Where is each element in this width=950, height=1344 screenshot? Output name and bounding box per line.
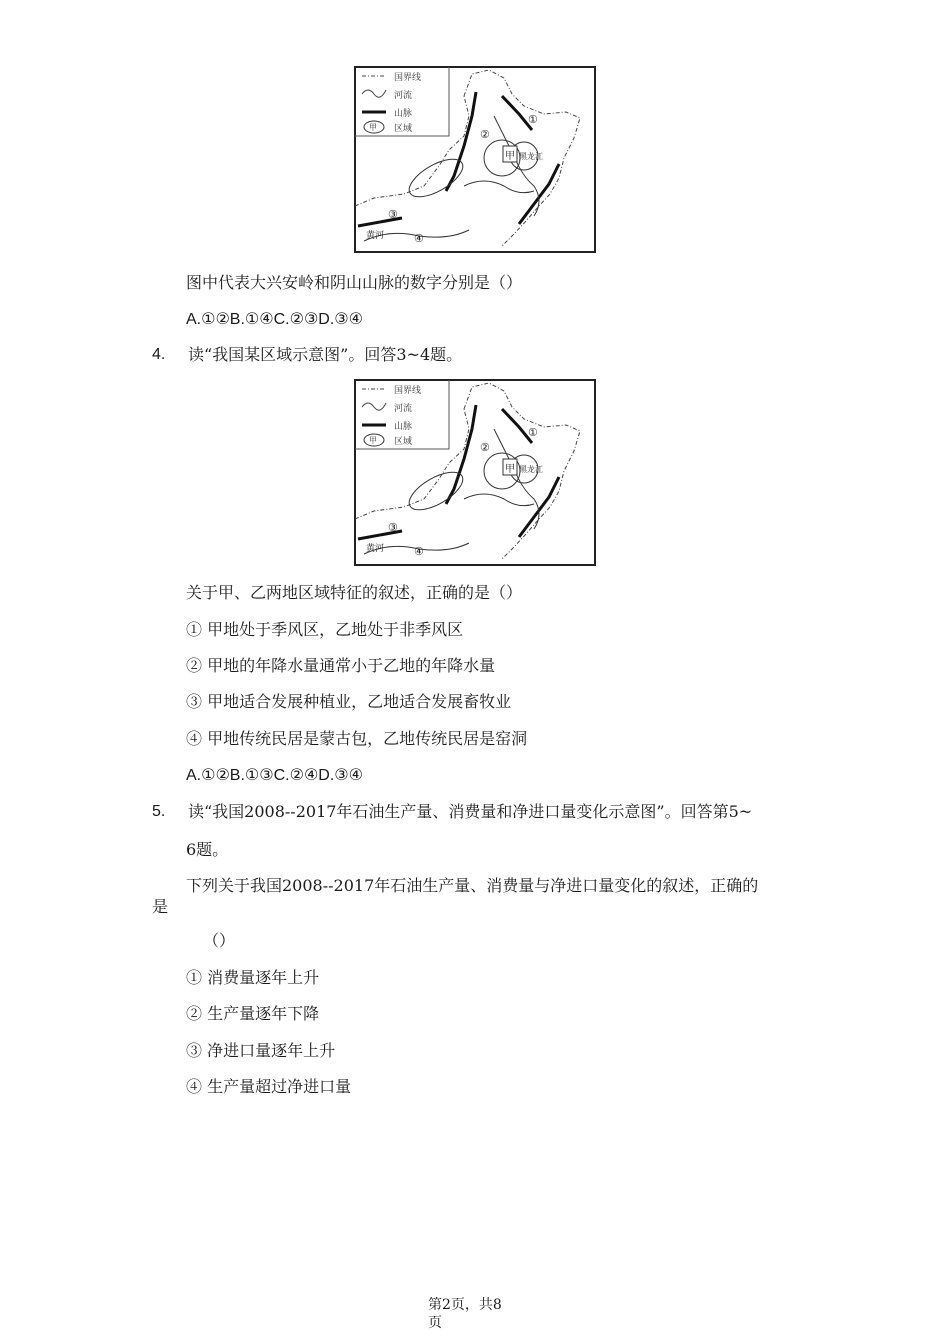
q4-question: 关于甲、乙两地区域特征的叙述，正确的是（） [186,583,523,602]
svg-text:①: ① [528,426,538,439]
q4-statement-3: ③ 甲地适合发展种植业，乙地适合发展畜牧业 [186,692,512,711]
q5-statement-1: ① 消费量逐年上升 [186,968,320,987]
svg-text:黑龙江: 黑龙江 [519,152,543,161]
page-footer [428,1296,502,1332]
q5-statement-3: ③ 净进口量逐年上升 [186,1041,336,1060]
svg-text:③: ③ [388,208,398,221]
page-number-line2: 页 [428,1315,442,1331]
q4-statement-4: ④ 甲地传统民居是蒙古包，乙地传统民居是窑洞 [186,729,528,748]
q3-options: A.①②B.①④C.②③D.③④ [186,311,363,328]
page-number-line1: 第2页，共8 [428,1297,502,1313]
svg-text:①: ① [528,113,538,126]
svg-text:国界线: 国界线 [394,386,422,396]
svg-text:③: ③ [388,521,398,534]
svg-text:山脉: 山脉 [394,422,413,432]
svg-text:河流: 河流 [394,91,413,101]
q4-options: A.①②B.①③C.②④D.③④ [186,767,363,784]
region-map-2 [354,379,596,566]
svg-text:国界线: 国界线 [394,73,422,83]
svg-text:山脉: 山脉 [394,109,413,119]
q4-statement-1: ① 甲地处于季风区，乙地处于非季风区 [186,620,464,639]
svg-text:区域: 区域 [394,124,413,134]
svg-text:甲: 甲 [369,123,377,132]
q5-statement-4: ④ 生产量超过净进口量 [186,1077,352,1096]
svg-text:黄河: 黄河 [366,231,385,241]
q5-question-line1: 下列关于我国2008--2017年石油生产量、消费量与净进口量变化的叙述，正确的 [186,876,759,895]
q5-question-line2: 是 [152,897,169,916]
svg-text:②: ② [480,128,490,141]
q5-stem-line2: 6题。 [186,840,229,859]
svg-text:甲: 甲 [505,464,515,475]
svg-text:区域: 区域 [394,437,413,447]
q3-question: 图中代表大兴安岭和阴山山脉的数字分别是（） [186,273,523,292]
svg-text:甲: 甲 [369,436,377,445]
svg-text:河流: 河流 [394,404,413,414]
q5-stem-line1: 读“我国2008--2017年石油生产量、消费量和净进口量变化示意图”。回答第5~ [188,802,753,821]
q4-number: 4. [152,346,166,363]
q5-number: 5. [152,803,166,820]
q5-statement-2: ② 生产量逐年下降 [186,1004,320,1023]
svg-text:黄河: 黄河 [366,544,385,554]
q5-answer-paren: （） [203,931,236,950]
svg-text:黑龙江: 黑龙江 [519,465,543,474]
svg-text:④: ④ [414,545,424,558]
region-map-1 [354,66,596,253]
svg-text:甲: 甲 [505,151,515,162]
svg-text:②: ② [480,441,490,454]
q4-stem: 读“我国某区域示意图”。回答3~4题。 [188,345,463,364]
svg-text:④: ④ [414,232,424,245]
q4-statement-2: ② 甲地的年降水量通常小于乙地的年降水量 [186,656,496,675]
